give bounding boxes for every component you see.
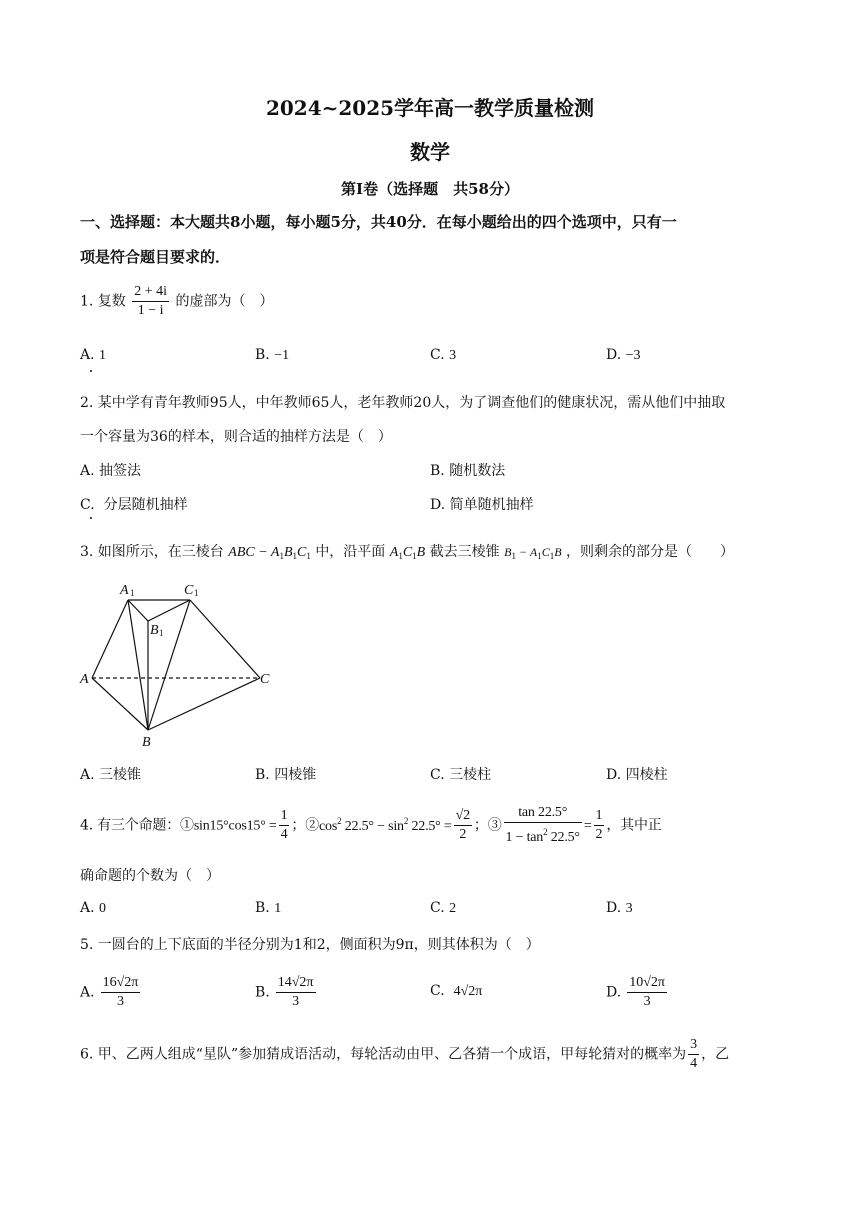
fraction bbox=[132, 283, 169, 320]
q4-option-c: C. 2 bbox=[430, 900, 457, 916]
label-b1-sub: 1 bbox=[159, 628, 164, 638]
math-expression: ABC − $A_1B_1C_1$ bbox=[228, 545, 311, 561]
question-3 bbox=[80, 541, 734, 561]
q5-option-a: A. $\frac{16√2\pi}{3}$ bbox=[80, 975, 139, 1009]
exam-title: 2024~2025学年高一教学质量检测 bbox=[265, 96, 595, 120]
question-text: ；③ bbox=[473, 817, 502, 834]
fraction: $\frac{3}{4}$ bbox=[690, 1037, 698, 1071]
edge-a1a bbox=[92, 600, 128, 678]
question-text: ，其中正 bbox=[606, 817, 662, 834]
question-text: 6. 甲、乙两人组成“星队”参加猜成语活动，每轮活动由甲、乙各猜一个成语，甲每轮猜对的概率为 bbox=[80, 1046, 687, 1063]
q1-option-a: A. 1 bbox=[80, 347, 107, 363]
question-1 bbox=[80, 283, 274, 320]
q1-option-c: C. 3 bbox=[430, 347, 457, 363]
question-text: 截去三棱锥 bbox=[429, 544, 500, 560]
question-text: ；② bbox=[291, 817, 320, 834]
label-a1: A bbox=[120, 583, 129, 598]
q3-option-b: B. 四棱锥 bbox=[255, 767, 317, 783]
question-4-line1 bbox=[80, 804, 662, 847]
question-text: 中，沿平面 bbox=[315, 544, 386, 560]
q4-option-d: D. 3 bbox=[606, 900, 633, 916]
subject-title: 数学 bbox=[410, 140, 450, 164]
math-expression: $B_1 - A_1C_1B$ bbox=[504, 545, 562, 561]
label-c1-sub: 1 bbox=[194, 588, 199, 598]
fraction: $\frac{1}{4}$ bbox=[280, 808, 288, 842]
question-5: 5. 一圆台的上下底面的半径分别为1和2，侧面积为9π，则其体积为（ ） bbox=[80, 937, 540, 953]
question-text: 的虚部为（ ） bbox=[175, 293, 274, 310]
frustum-figure bbox=[78, 578, 278, 750]
q4-option-a: A. 0 bbox=[80, 900, 107, 916]
fraction: $\frac{√2}{2}$ bbox=[455, 808, 470, 842]
fraction-denominator: 1 − i bbox=[137, 303, 164, 318]
label-a1-sub: 1 bbox=[130, 588, 135, 598]
question-2-line1: 2. 某中学有青年教师95人，中年教师65人，老年教师20人，为了调查他们的健康状况，需从他们中抽取 bbox=[80, 395, 726, 411]
q5-option-b: B. $\frac{14√2\pi}{3}$ bbox=[255, 975, 314, 1009]
q4-option-b: B. 1 bbox=[255, 900, 282, 916]
question-number: 1. bbox=[80, 293, 94, 310]
question-6 bbox=[80, 1036, 729, 1073]
question-text: 复数 bbox=[97, 293, 126, 310]
question-text: ，则剩余的部分是（ ） bbox=[566, 544, 735, 560]
q5-option-d: D. $\frac{10√2\pi}{3}$ bbox=[606, 975, 665, 1009]
edge-cb bbox=[148, 678, 260, 730]
edge-c1c bbox=[190, 600, 260, 678]
question-text: 3. 如图所示，在三棱台 bbox=[80, 544, 224, 560]
fraction: $\frac{1}{2}$ bbox=[595, 808, 603, 842]
question-4-line2: 确命题的个数为（ ） bbox=[80, 868, 220, 884]
label-b: B bbox=[142, 735, 151, 750]
section-heading-line1: 一、选择题：本大题共8小题，每小题5分，共40分．在每小题给出的四个选项中，只有一 bbox=[80, 213, 677, 231]
question-text: ，乙 bbox=[701, 1046, 730, 1063]
q3-option-d: D. 四棱柱 bbox=[606, 767, 668, 783]
question-2-line2: 一个容量为36的样本，则合适的抽样方法是（ ） bbox=[80, 429, 392, 445]
q2-option-a: A. 抽签法 bbox=[80, 463, 142, 479]
section-heading-line2: 项是符合题目要求的． bbox=[80, 248, 231, 266]
math-expression: sin15°cos15° = bbox=[193, 818, 277, 834]
dot-mark bbox=[90, 370, 92, 372]
fraction: $\frac{\tan 22.5^\circ}{1 - \tan^2 22.5^\circ}$ bbox=[505, 805, 580, 845]
q2-option-d: D. 简单随机抽样 bbox=[430, 497, 534, 513]
q1-option-b: B. −1 bbox=[255, 347, 290, 363]
math-expression: = bbox=[583, 818, 592, 834]
q3-option-a: A. 三棱锥 bbox=[80, 767, 142, 783]
q2-option-c: C. 分层随机抽样 bbox=[80, 497, 188, 513]
q5-option-c: C. 4√2π bbox=[430, 983, 483, 999]
label-b1: B bbox=[150, 623, 159, 638]
edge-a1b bbox=[128, 600, 148, 730]
q3-option-c: C. 三棱柱 bbox=[430, 767, 492, 783]
label-a: A bbox=[80, 672, 89, 687]
fraction-numerator: 2 + 4i bbox=[132, 283, 169, 302]
question-text: 4. 有三个命题：① bbox=[80, 817, 194, 834]
label-c: C bbox=[260, 672, 270, 687]
label-c1: C bbox=[184, 583, 194, 598]
volume-title: 第Ⅰ卷（选择题 共58分） bbox=[341, 180, 519, 198]
q2-option-b: B. 随机数法 bbox=[430, 463, 506, 479]
q1-option-d: D. −3 bbox=[606, 347, 641, 363]
edge-ab bbox=[92, 678, 148, 730]
math-expression: $\cos^2 22.5^\circ - \sin^2 22.5^\circ$ = bbox=[319, 815, 452, 834]
edge-c1b bbox=[148, 600, 190, 730]
dot-mark bbox=[90, 517, 92, 519]
math-expression: $A_1C_1B$ bbox=[389, 545, 426, 561]
